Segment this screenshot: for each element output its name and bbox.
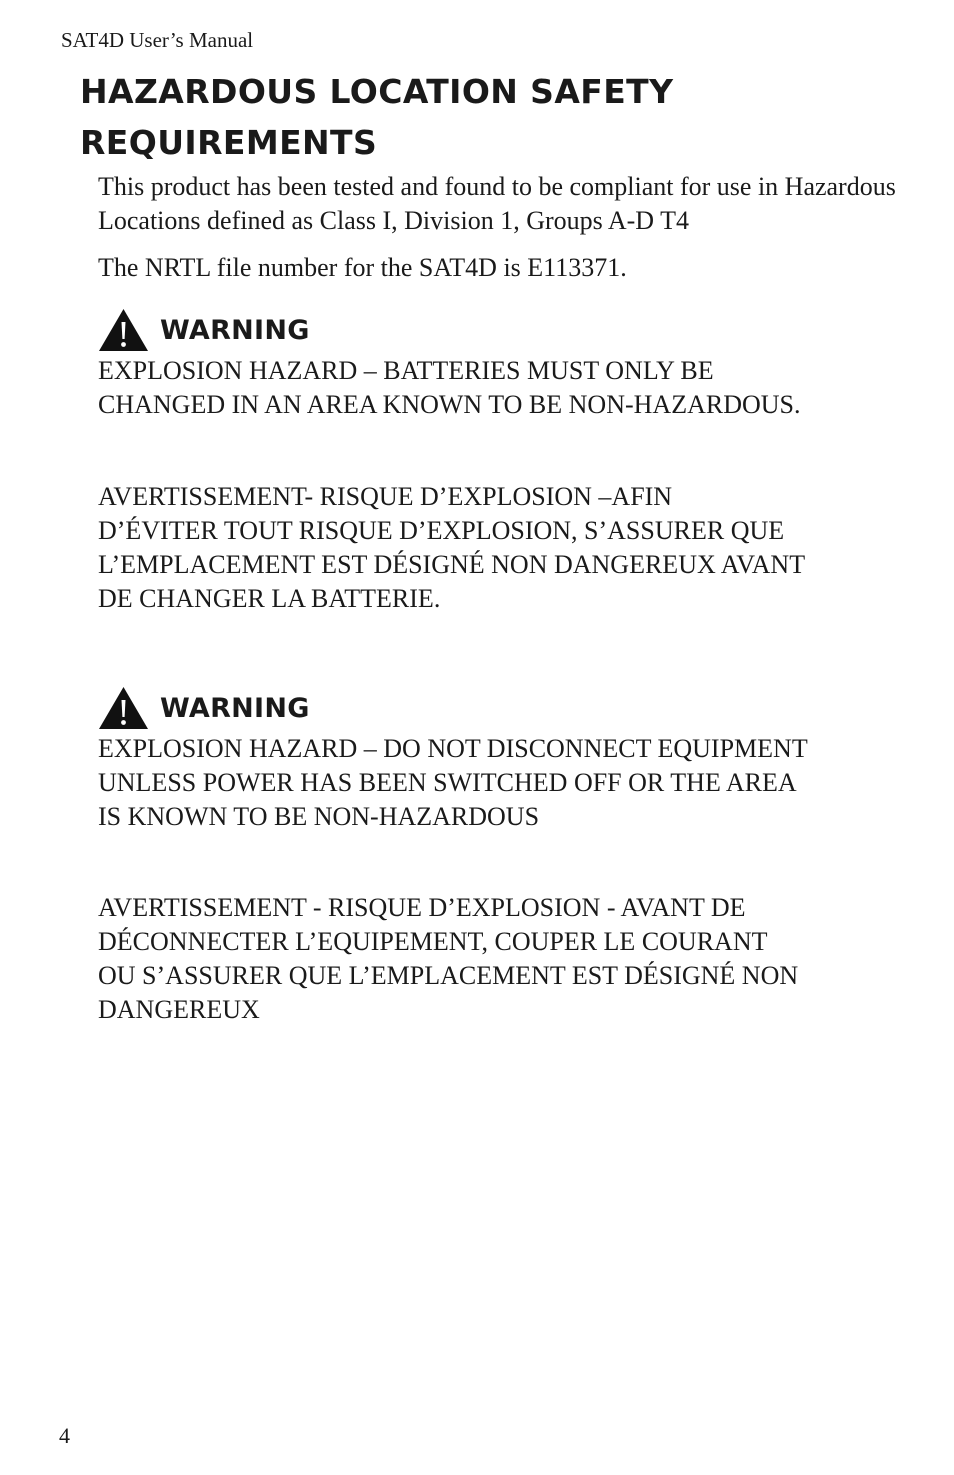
warning-text-english: EXPLOSION HAZARD – DO NOT DISCONNECT EQUIPMENT UNLESS POWER HAS BEEN SWITCHED OFF OR THE AREA IS KNOWN TO BE NON-HAZARDOUS bbox=[98, 734, 808, 831]
warning-triangle-icon bbox=[97, 307, 150, 353]
warning-label: WARNING bbox=[160, 314, 310, 346]
section-title: HAZARDOUS LOCATION SAFETY REQUIREMENTS bbox=[80, 72, 674, 162]
warning-label: WARNING bbox=[160, 692, 310, 724]
warning-heading bbox=[97, 685, 310, 731]
warning-text-french: AVERTISSEMENT- RISQUE D’EXPLOSION –AFIN D’ÉVITER TOUT RISQUE D’EXPLOSION, S’ASSURER QUE L’EMPLACEMENT EST DÉSIGNÉ NON DANGEREUX AVANT DE CHANGER LA BATTERIE. bbox=[98, 482, 806, 613]
warning-triangle-icon bbox=[97, 685, 150, 731]
warning-text-french: AVERTISSEMENT - RISQUE D’EXPLOSION - AVANT DE DÉCONNECTER L’EQUIPEMENT, COUPER LE COURANT OU S’ASSURER QUE L’EMPLACEMENT EST DÉSIGNÉ NON DANGEREUX bbox=[98, 893, 799, 1024]
running-header: SAT4D User’s Manual bbox=[61, 28, 254, 52]
warning-text-english: EXPLOSION HAZARD – BATTERIES MUST ONLY BE CHANGED IN AN AREA KNOWN TO BE NON-HAZARDOUS. bbox=[98, 356, 801, 419]
page-number: 4 bbox=[59, 1423, 70, 1448]
warning-heading bbox=[97, 307, 310, 353]
compliance-paragraph: This product has been tested and found to be compliant for use in Hazardous Locations defined as Class I, Division 1, Groups A-D T4 bbox=[98, 172, 896, 235]
nrtl-paragraph: The NRTL file number for the SAT4D is E113371. bbox=[98, 253, 627, 282]
